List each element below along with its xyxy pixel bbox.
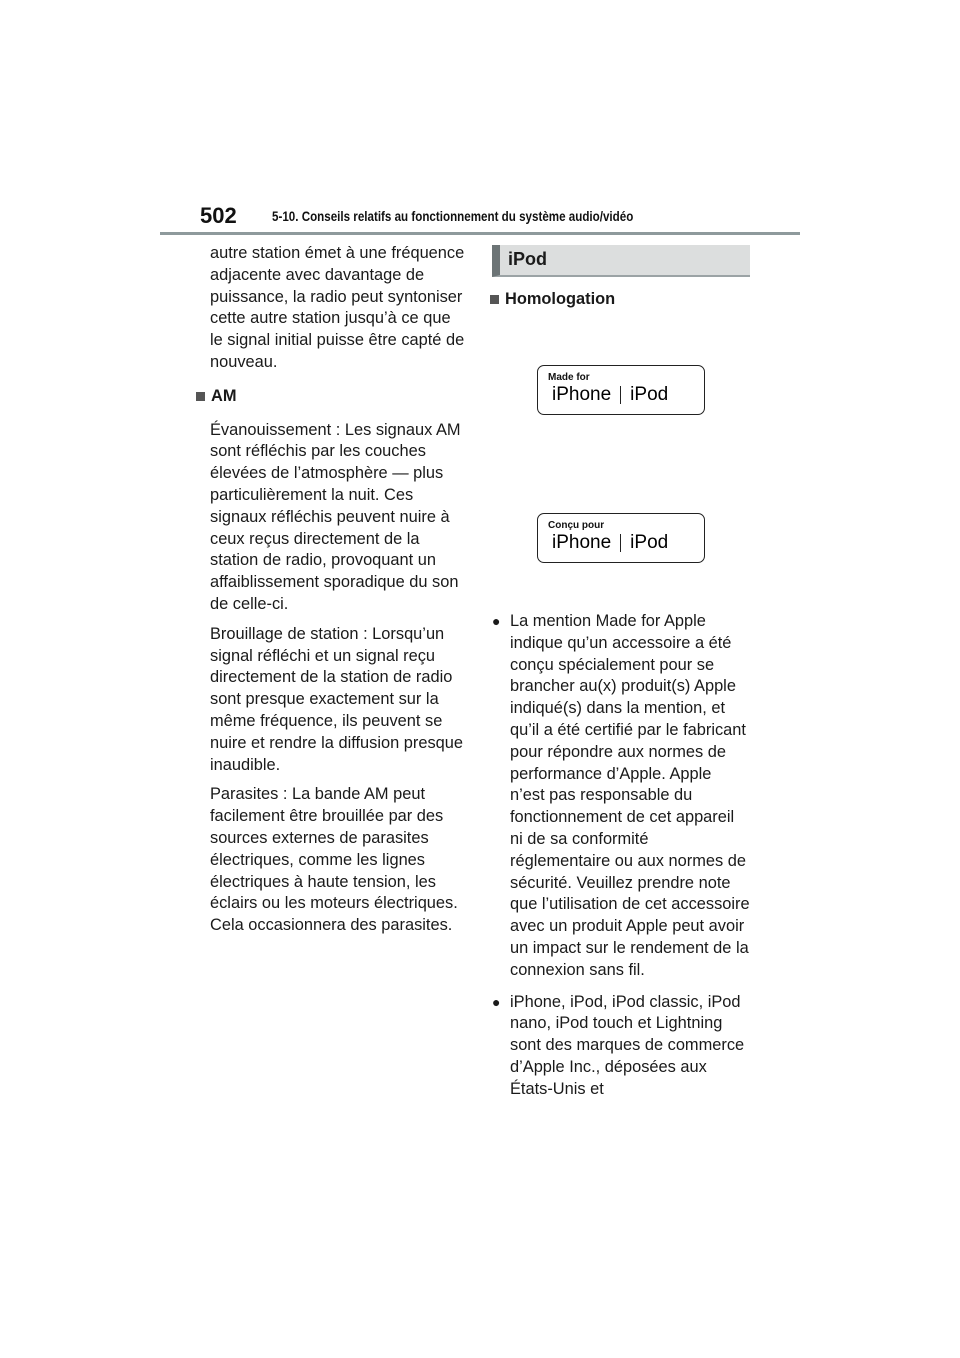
- intro-paragraph: autre station émet à une fréquence adjacente avec davantage de puissance, la radio peut syntoniser cette autre station jusqu’à ce que le signal initial puisse être capté de nouveau.: [210, 244, 465, 371]
- am-heading-label: AM: [211, 386, 237, 405]
- badge-wordmark: [549, 532, 668, 554]
- badge-caption: Made for: [548, 372, 590, 383]
- badge-separator: [620, 386, 621, 404]
- static-paragraph: Parasites : La bande AM peut facilement être brouillée par des sources externes de parasites électriques, comme les lignes électriques à haute tension, les éclairs ou les moteurs électriques. Cela occasionnera des parasites.: [210, 785, 458, 935]
- list-item: [492, 611, 750, 982]
- badge-wordmark: [549, 384, 668, 406]
- made-for-apple-text: La mention Made for Apple indique qu’un accessoire a été conçu spécialement pour se brancher au(x) produit(s) Apple indiqué(s) dans la mention, et qu’il a été certifié par le fabricant pour répondre aux normes de performance d’Apple. Apple n’est pas responsable du fonctionnement de cet appareil ni de sa conformité réglementaire ou aux normes de sécurité. Veuillez prendre note que l’utilisation de cet accessoire avec un produit Apple peut avoir un impact sur le rendement de la connexion sans fil.: [510, 612, 750, 979]
- badge-iphone: iPhone: [552, 532, 612, 553]
- badge-ipod: iPod: [630, 532, 669, 553]
- homologation-heading: [490, 289, 750, 311]
- square-bullet-icon: [490, 295, 499, 304]
- am-heading: [196, 386, 466, 408]
- concu-pour-iphone-ipod-badge: [537, 513, 705, 563]
- section-title: iPod: [508, 249, 547, 269]
- chapter-title: 5-10. Conseils relatifs au fonctionnement du système audio/vidéo: [272, 209, 634, 224]
- badge-caption: Conçu pour: [548, 520, 605, 531]
- badge-separator: [620, 534, 621, 552]
- bullet-dot-icon: ●: [492, 613, 501, 629]
- homologation-heading-label: Homologation: [505, 290, 616, 308]
- list-item: [492, 992, 750, 1101]
- section-title-bar: [492, 245, 750, 277]
- trademark-text: iPhone, iPod, iPod classic, iPod nano, iPod touch et Lightning sont des marques de commerce d’Apple Inc., déposées aux États-Unis et: [510, 992, 745, 1098]
- made-for-iphone-ipod-badge: [537, 365, 705, 415]
- fading-paragraph: Évanouissement : Les signaux AM sont réfléchis par les couches élevées de l’atmosphère — plus particulièrement la nuit. Ces signaux réfléchis peuvent nuire à ceux reçus directement de la station de radio, provoquant un affaiblissement sporadique du son de celle-ci.: [210, 420, 461, 613]
- interference-paragraph: Brouillage de station : Lorsqu’un signal réfléchi et un signal reçu directement de la station de radio sont presque exactement sur la même fréquence, ils peuvent se nuire et rendre la diffusion presque inaudible.: [210, 624, 464, 774]
- left-column: [210, 243, 466, 945]
- right-column: [492, 245, 750, 311]
- header-rule: [160, 232, 800, 235]
- bullet-dot-icon: ●: [492, 993, 501, 1010]
- square-bullet-icon: [196, 392, 205, 401]
- bullet-list: [492, 611, 750, 1111]
- page-number: 502: [200, 203, 237, 228]
- badge-iphone: iPhone: [552, 384, 612, 405]
- badge-ipod: iPod: [630, 384, 669, 405]
